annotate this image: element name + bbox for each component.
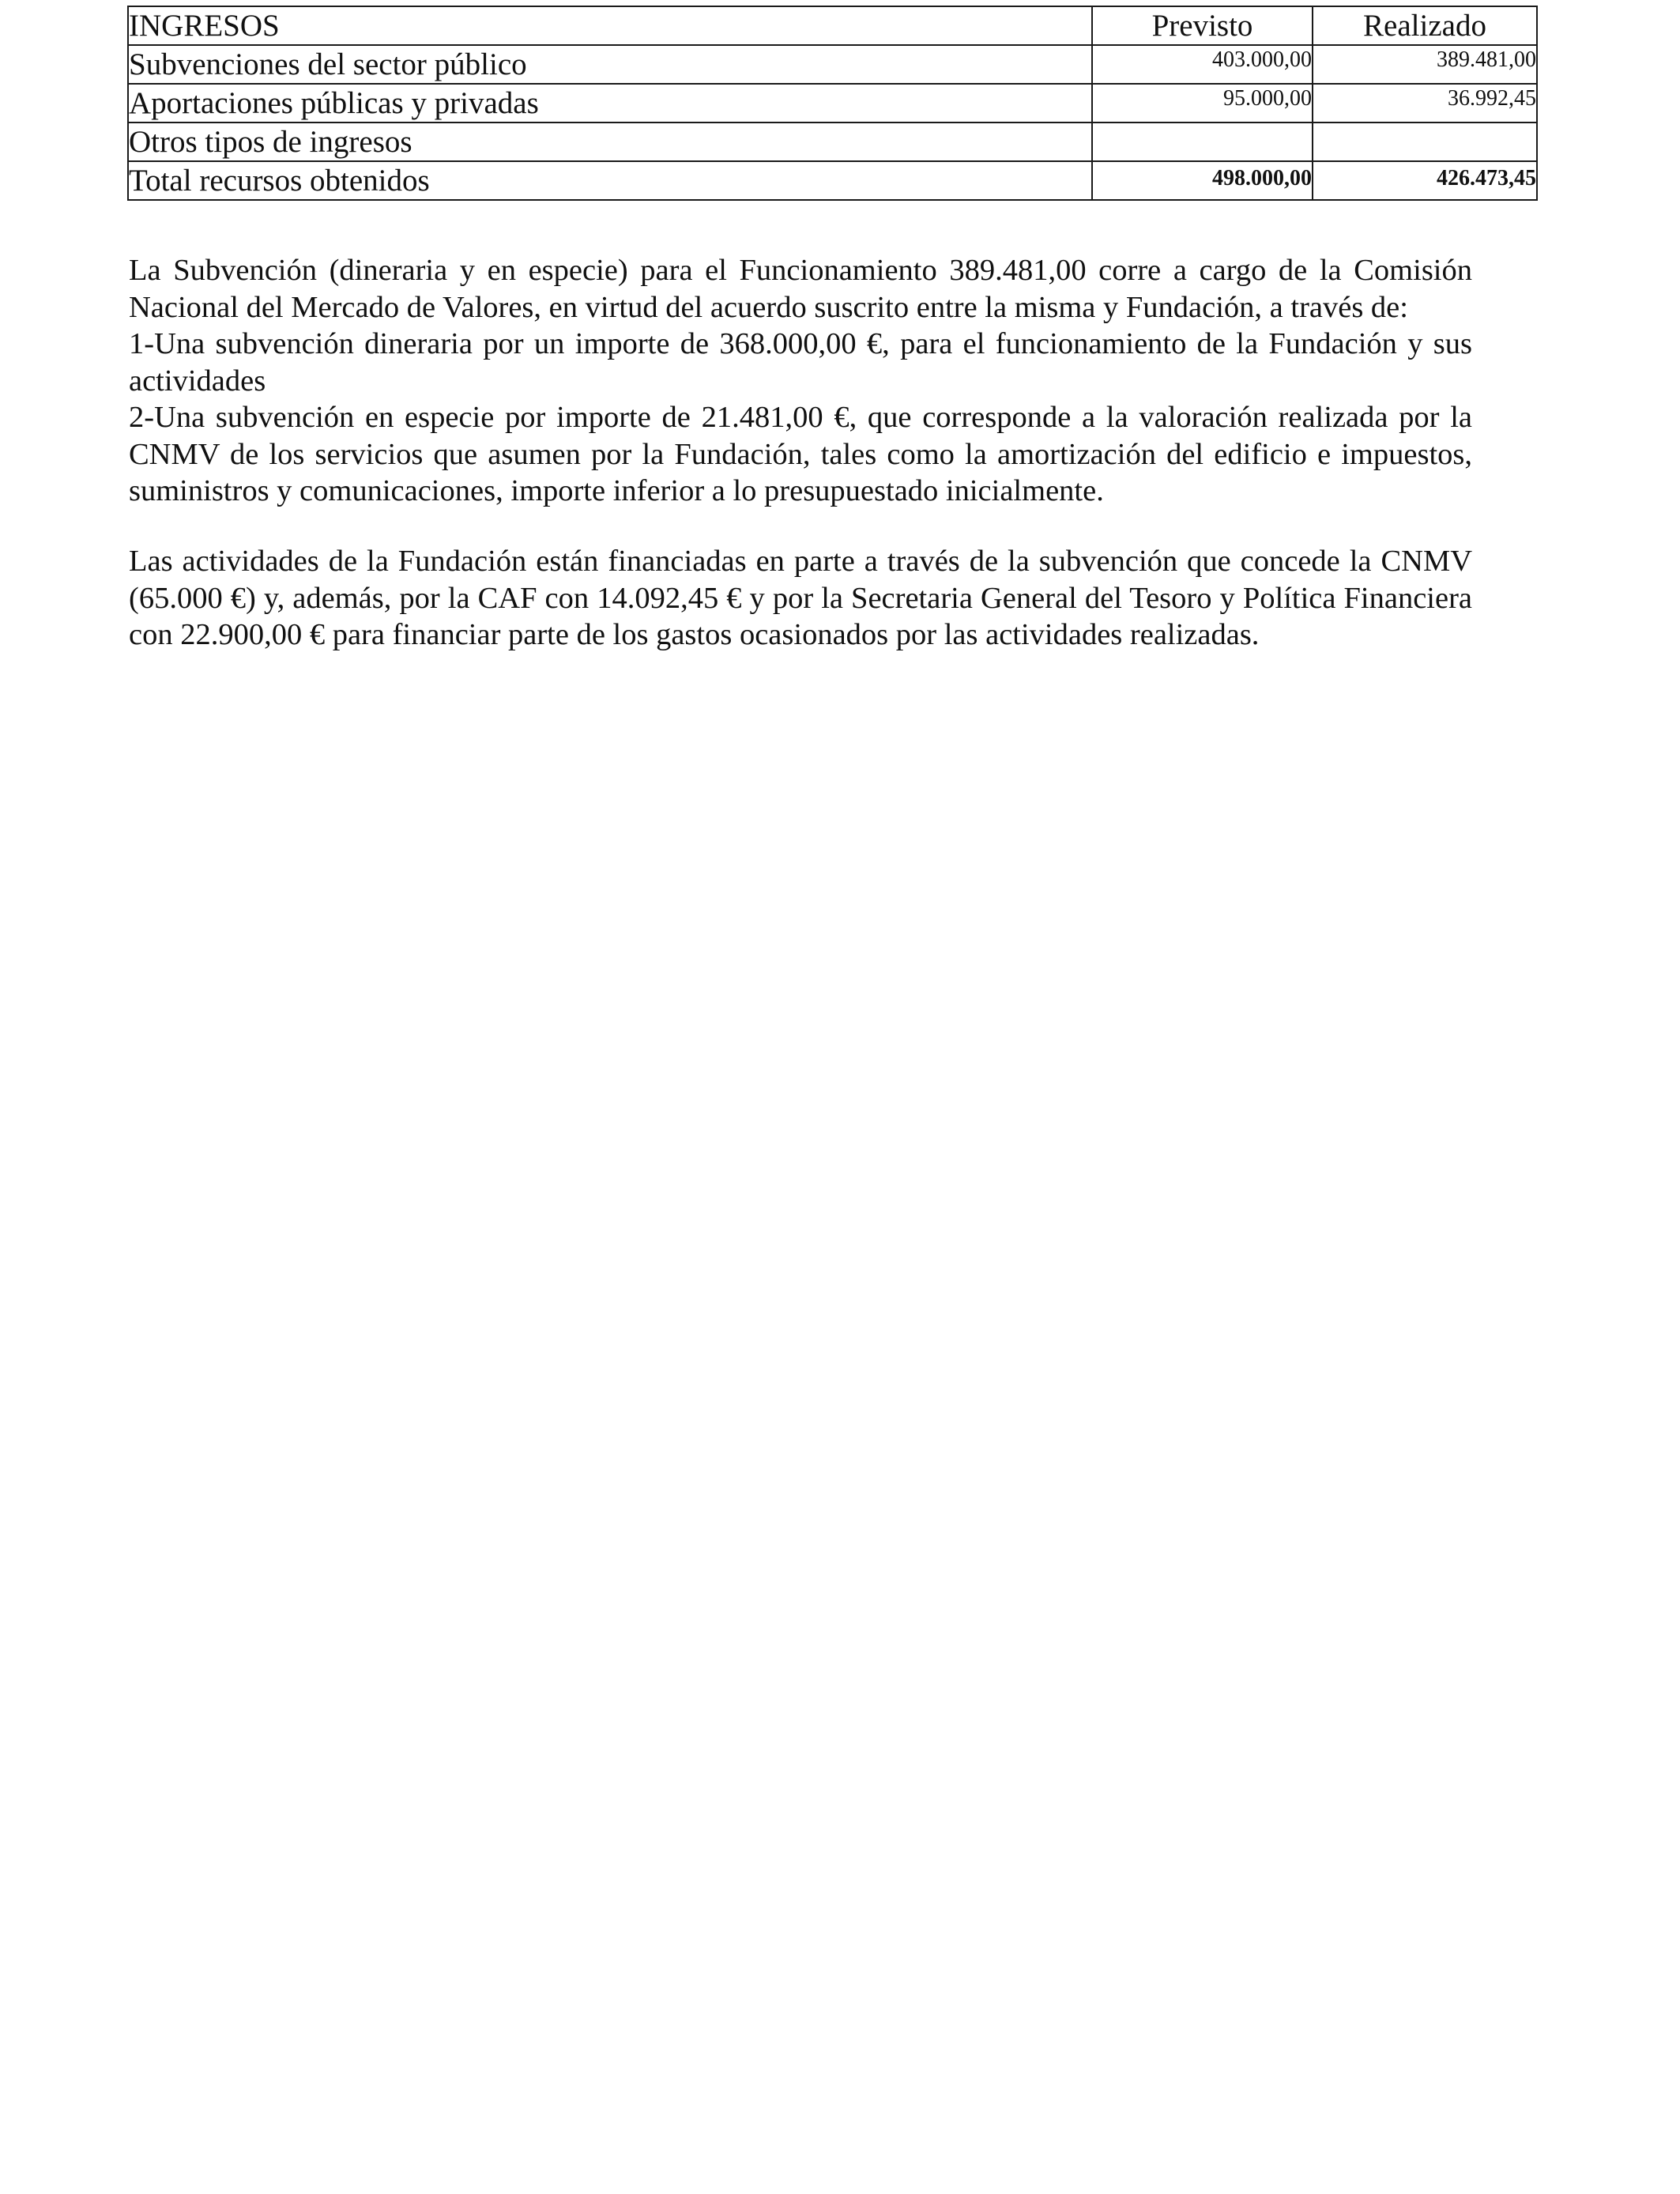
- table-row: [128, 123, 1537, 161]
- paragraph-line: La Subvención (dineraria y en especie) para el Funcionamiento 389.481,00 corre a cargo de la Comisión Nacional del Mercado de Valores, en virtud del acuerdo suscrito entre la misma y Fundación, a través de:: [129, 254, 1472, 324]
- row-previsto: 95.000,00: [1092, 84, 1313, 123]
- table-row: [128, 45, 1537, 84]
- total-realizado: 426.473,45: [1313, 161, 1537, 200]
- paragraph-line: 1-Una subvención dineraria por un importe de 368.000,00 €, para el funcionamiento de la Fundación y sus actividades: [129, 327, 1472, 398]
- row-previsto: 403.000,00: [1092, 45, 1313, 84]
- total-previsto: 498.000,00: [1092, 161, 1313, 200]
- row-realizado: 36.992,45: [1313, 84, 1537, 123]
- table-header-row: [128, 6, 1537, 45]
- row-label: Subvenciones del sector público: [128, 45, 1092, 84]
- paragraph-subvencion: [129, 252, 1472, 510]
- row-realizado: [1313, 123, 1537, 161]
- header-ingresos: INGRESOS: [128, 6, 1092, 45]
- row-realizado: 389.481,00: [1313, 45, 1537, 84]
- paragraph-text: Las actividades de la Fundación están financiadas en parte a través de la subvención que concede la CNMV (65.000 €) y, además, por la CAF con 14.092,45 € y por la Secretaria General del Tesoro y Política Financiera con 22.900,00 € para financiar parte de los gastos ocasionados por las actividades realizadas.: [129, 545, 1472, 651]
- header-realizado: Realizado: [1313, 6, 1537, 45]
- ingresos-table: [127, 6, 1538, 201]
- row-previsto: [1092, 123, 1313, 161]
- paragraph-actividades: [129, 543, 1472, 654]
- total-label: Total recursos obtenidos: [128, 161, 1092, 200]
- table-total-row: [128, 161, 1537, 200]
- row-label: Aportaciones públicas y privadas: [128, 84, 1092, 123]
- paragraph-line: 2-Una subvención en especie por importe de 21.481,00 €, que corresponde a la valoración realizada por la CNMV de los servicios que asumen por la Fundación, tales como la amortización del edificio e impuestos, suministros y comunicaciones, importe inferior a lo presupuestado inicialmente.: [129, 401, 1472, 507]
- table-row: [128, 84, 1537, 123]
- header-previsto: Previsto: [1092, 6, 1313, 45]
- row-label: Otros tipos de ingresos: [128, 123, 1092, 161]
